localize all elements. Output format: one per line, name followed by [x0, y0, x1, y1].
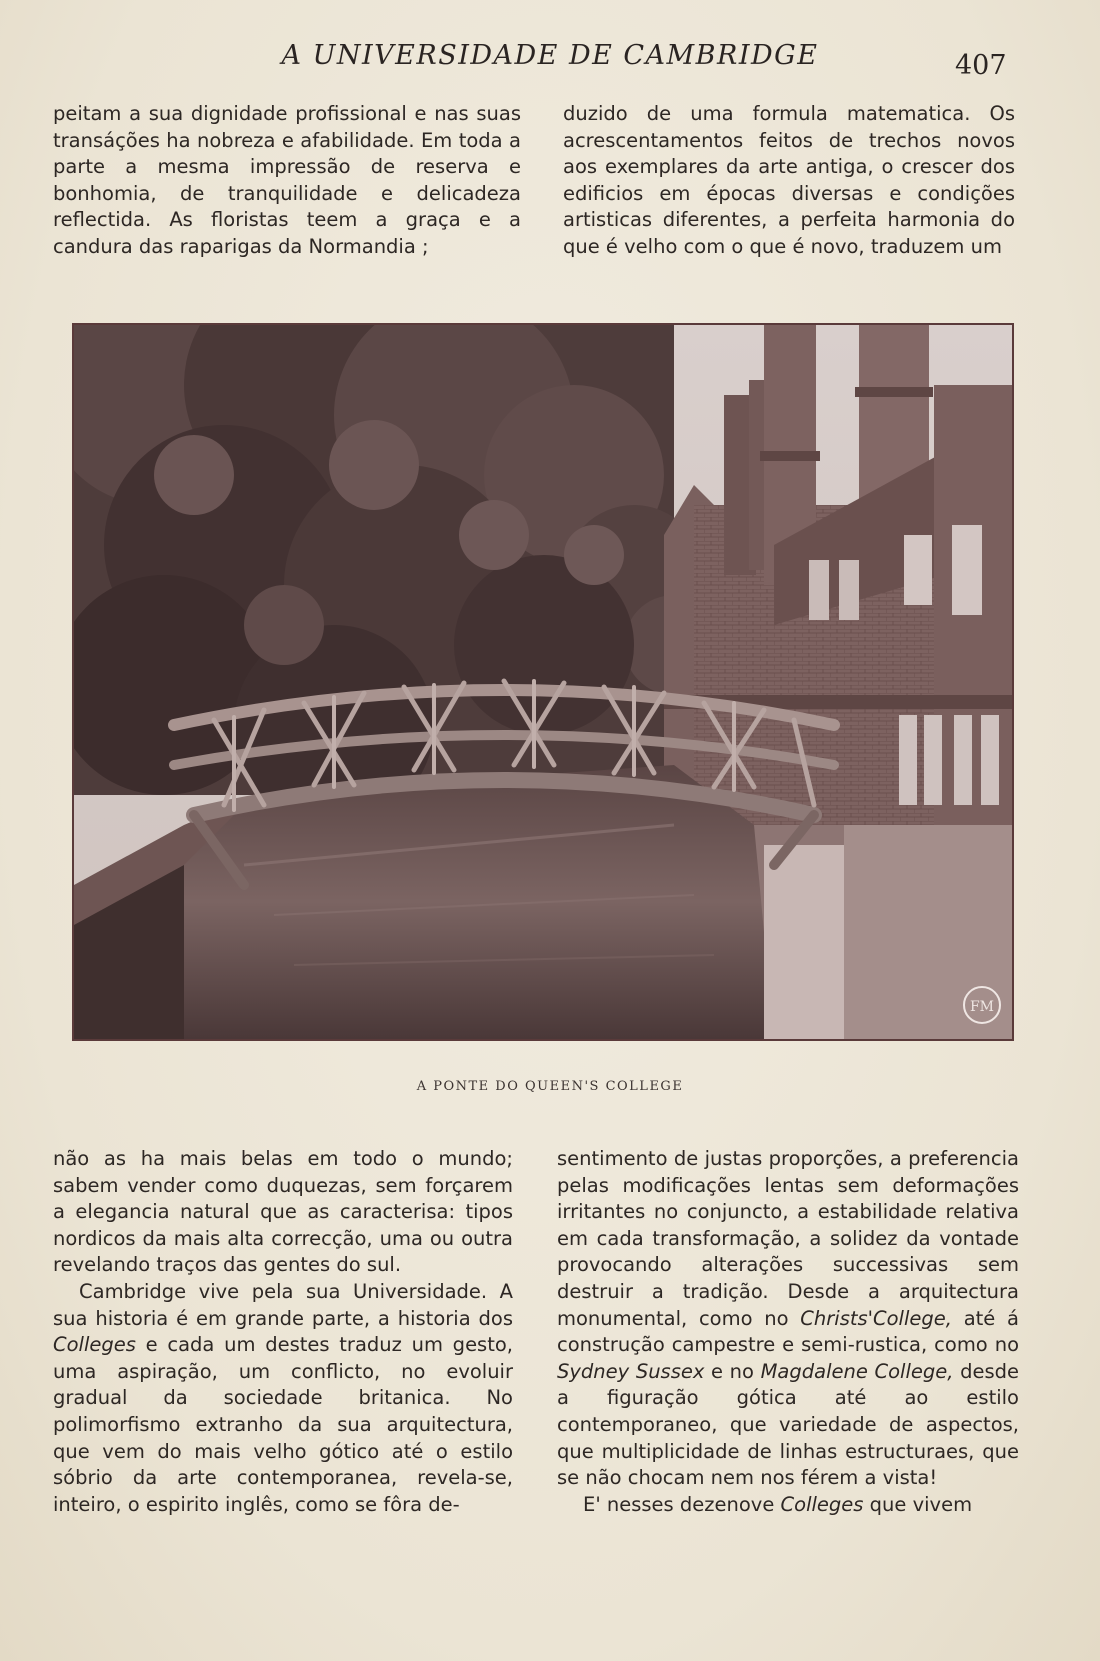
paragraph — [53, 1279, 513, 1518]
running-title: A UNIVERSIDADE DE CAMBRIDGE — [281, 40, 819, 71]
column-bottom-right — [557, 1146, 1019, 1518]
paragraph — [557, 1146, 1019, 1492]
page-number: 407 — [955, 50, 1007, 81]
figure-caption: A PONTE DO QUEEN'S COLLEGE — [416, 1079, 684, 1094]
bridge-photograph — [72, 323, 1014, 1041]
text-run: desde a figuração gótica até ao estilo contemporaneo, que variedade de aspectos, que multiplicidade de linhas estructuraes, que se não chocam nem nos férem a vista! — [557, 1359, 1019, 1490]
text-run: Cambridge vive pela sua Universidade. A sua historia é em grande parte, a historia dos — [53, 1279, 513, 1330]
text-run: e no — [704, 1359, 761, 1383]
text-run: sentimento de justas proporções, a preferencia pelas modificações lentas sem deformações irritantes no conjuncto, a estabilidade relativa em cada transformação, a solidez da vontade provocando alterações successivas sem destruir a tradição. Desde a arquitectura monumental, como no — [557, 1147, 1019, 1330]
text-run: que vivem — [863, 1492, 973, 1516]
text-run: E' nesses dezenove — [583, 1492, 781, 1516]
italic-term: Christs'College, — [800, 1306, 952, 1330]
italic-term: Sydney Sussex — [557, 1359, 705, 1383]
paragraph — [557, 1492, 1019, 1519]
paragraph: duzido de uma formula matematica. Os acrescentamentos feitos de trechos novos aos exemplares da arte antiga, o crescer dos edificios em épocas diversas e condições artisticas diferentes, a perfeita harmonia do que é velho com o que é novo, traduzem um — [563, 102, 1015, 258]
column-bottom-left — [53, 1146, 513, 1518]
text-run: até á construção campestre e semi-rustica, como no — [557, 1306, 1019, 1357]
italic-term: Colleges — [780, 1492, 864, 1516]
paragraph: peitam a sua dignidade profissional e nas suas transáções ha nobreza e afabilidade. Em toda a parte a mesma impressão de reserva e bonhomia, de tranquilidade e delicadeza reflectida. As floristas teem a graça e a candura das raparigas da Normandia ; — [53, 102, 521, 258]
bridge-photo-illustration — [74, 325, 1012, 1039]
italic-term: Magdalene College, — [760, 1359, 954, 1383]
italic-term: Colleges — [53, 1333, 136, 1357]
text-run: e cada um destes traduz um gesto, uma aspiração, um conflicto, no evoluir gradual da sociedade britanica. No polimorfismo extranho da sua arquitectura, que vem do mais velho gótico até o estilo sóbrio da arte contemporanea, revela-se, inteiro, o espirito inglês, como se fôra de- — [53, 1333, 513, 1516]
paragraph: não as ha mais belas em todo o mundo; sabem vender como duquezas, sem forçarem a elegancia natural que as caracterisa: tipos nordicos da mais alta correcção, uma ou outra revelando traços das gentes do sul. — [53, 1147, 513, 1277]
monogram-text: FM — [969, 999, 995, 1015]
column-top-right — [563, 101, 1015, 261]
column-top-left — [53, 101, 521, 261]
